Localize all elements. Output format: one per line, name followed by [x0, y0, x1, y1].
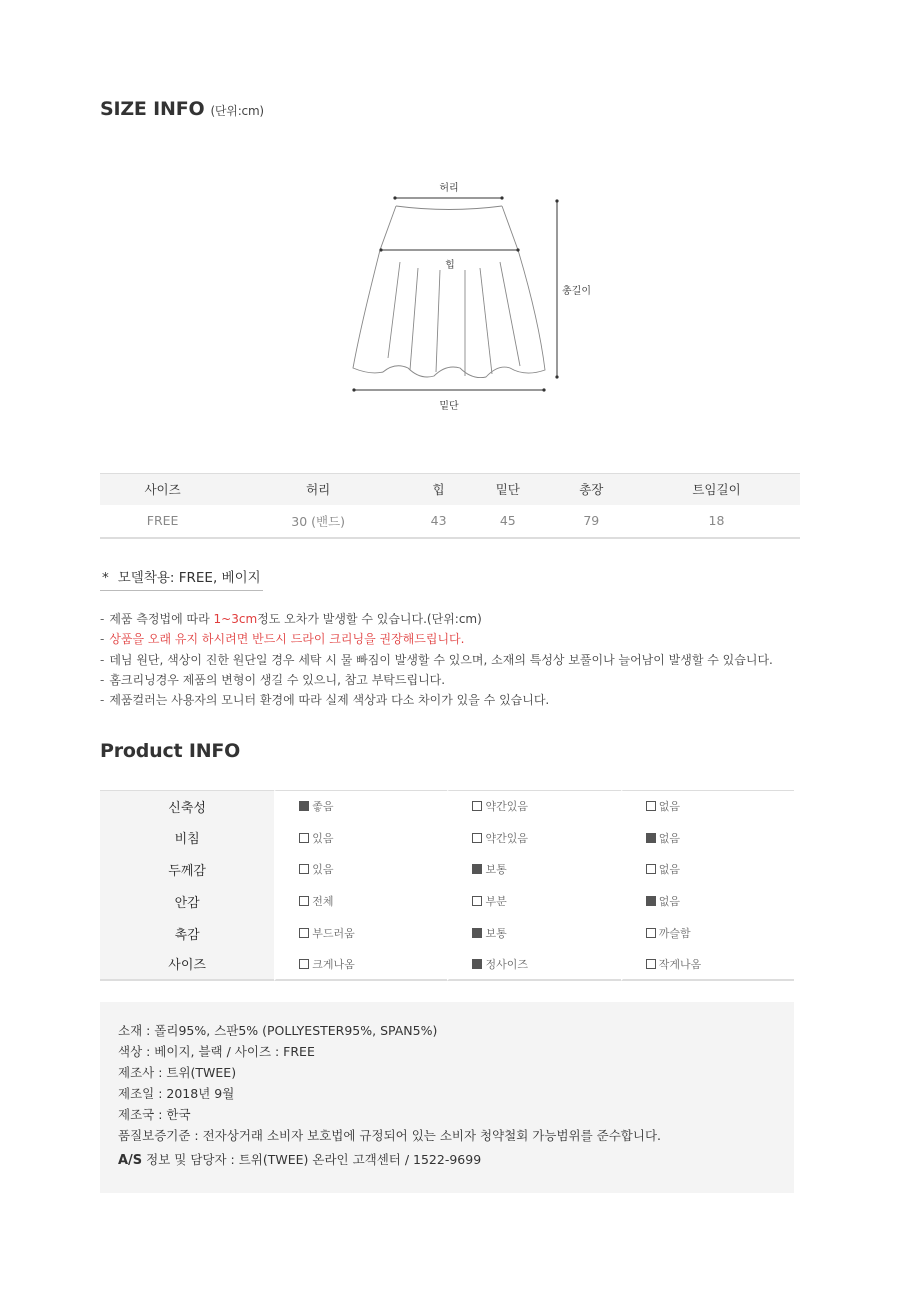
hip-measure: [379, 248, 519, 271]
info-option: [447, 917, 620, 949]
empty-box-icon: [299, 864, 309, 874]
checked-box-icon: [472, 864, 482, 874]
as-text: 정보 및 담당자 : 트위(TWEE) 온라인 고객센터 / 1522-9699: [142, 1152, 482, 1167]
option-label: 부분: [485, 895, 507, 909]
list-item: - 제품 측정법에 따라 1~3cm정도 오차가 발생할 수 있습니다.(단위:cm): [100, 612, 482, 626]
note-text: 홈크리닝경우 제품의 변형이 생길 수 있으니, 참고 부탁드립니다.: [109, 672, 446, 687]
info-label: 안감: [100, 885, 274, 917]
option-label: 부드러움: [312, 927, 355, 941]
table-row: [100, 505, 800, 538]
info-option: [621, 949, 794, 981]
info-label: 비침: [100, 822, 274, 854]
option-label: 없음: [658, 800, 680, 814]
info-option: [447, 822, 620, 854]
empty-box-icon: [646, 959, 656, 969]
info-row-see-through: [100, 822, 794, 854]
option-label: 좋음: [312, 800, 334, 814]
checked-box-icon: [472, 928, 482, 938]
length-label: 총길이: [562, 286, 591, 297]
hem-label: 밑단: [439, 401, 459, 412]
model-note-text: 모델착용: FREE, 베이지: [117, 570, 261, 586]
info-option: [274, 885, 447, 917]
skirt-size-diagram: [340, 170, 610, 420]
option-label: 있음: [312, 831, 334, 845]
info-option: [447, 949, 620, 981]
checked-box-icon: [299, 801, 309, 811]
option-label: 없음: [658, 831, 680, 845]
empty-box-icon: [299, 928, 309, 938]
info-row-texture: [100, 917, 794, 949]
empty-box-icon: [299, 833, 309, 843]
info-row-fit: [100, 949, 794, 981]
option-label: 약간있음: [485, 831, 528, 845]
header-length: 총장: [550, 474, 633, 505]
option-label: 까슬함: [658, 927, 691, 941]
checked-box-icon: [646, 896, 656, 906]
cell-slit-length: 18: [633, 505, 800, 538]
spec-maker: 제조사 : 트위(TWEE): [118, 1065, 237, 1080]
waist-measure: [393, 181, 503, 200]
size-table-header: [100, 474, 800, 505]
notice-list: [100, 609, 773, 710]
info-option: [274, 917, 447, 949]
empty-box-icon: [472, 833, 482, 843]
empty-box-icon: [646, 801, 656, 811]
note-text: 제품 측정법에 따라: [109, 612, 214, 626]
header-size: 사이즈: [100, 474, 225, 505]
spec-as: [118, 1149, 794, 1171]
empty-box-icon: [472, 801, 482, 811]
cell-size: FREE: [100, 505, 225, 538]
empty-box-icon: [472, 896, 482, 906]
model-wearing-note: [100, 566, 263, 591]
note-text: 데님 원단, 색상이 진한 원단일 경우 세탁 시 물 빠짐이 발생할 수 있으며, 소재의 특성상 보풀이나 늘어남이 발생할 수 있습니다.: [109, 652, 773, 667]
size-table: [100, 473, 800, 539]
waist-label: 허리: [439, 183, 459, 194]
list-item: - 홈크리닝경우 제품의 변형이 생길 수 있으니, 참고 부탁드립니다.: [100, 672, 446, 687]
hem-measure: [352, 388, 545, 412]
header-slit-length: 트임길이: [633, 474, 800, 505]
checked-box-icon: [472, 959, 482, 969]
info-row-elasticity: [100, 790, 794, 822]
header-hem: 밑단: [466, 474, 549, 505]
spec-material: 소재 : 폴리95%, 스판5% (POLLYESTER95%, SPAN5%): [118, 1023, 438, 1038]
spec-date: 제조일 : 2018년 9월: [118, 1086, 235, 1101]
info-option: [621, 790, 794, 822]
info-option: [621, 822, 794, 854]
info-row-thickness: [100, 854, 794, 886]
info-option: [274, 790, 447, 822]
spec-warranty: 품질보증기준 : 전자상거래 소비자 보호법에 규정되어 있는 소비자 청약철회 가능범위를 준수합니다.: [118, 1128, 661, 1143]
note-text: 정도 오차가 발생할 수 있습니다.(단위:cm): [257, 612, 482, 626]
skirt-outline: [353, 206, 545, 378]
option-label: 보통: [485, 927, 507, 941]
info-option: [621, 854, 794, 886]
empty-box-icon: [299, 959, 309, 969]
note-text: 제품컬러는 사용자의 모니터 환경에 따라 실제 색상과 다소 차이가 있을 수 있습니다.: [109, 693, 550, 708]
option-label: 보통: [485, 863, 507, 877]
cell-hem: 45: [466, 505, 549, 538]
empty-box-icon: [646, 864, 656, 874]
info-option: [447, 854, 620, 886]
info-option: [447, 885, 620, 917]
size-info-heading: SIZE INFO: [100, 98, 205, 120]
option-label: 정사이즈: [485, 957, 528, 971]
spec-country: 제조국 : 한국: [118, 1107, 191, 1122]
option-label: 없음: [658, 863, 680, 877]
cell-hip: 43: [411, 505, 466, 538]
info-option: [447, 790, 620, 822]
info-label: 두께감: [100, 854, 274, 886]
option-label: 있음: [312, 863, 334, 877]
info-option: [621, 917, 794, 949]
cell-waist: 30 (밴드): [225, 505, 411, 538]
option-label: 없음: [658, 895, 680, 909]
size-info-title: [100, 98, 264, 120]
info-option: [274, 822, 447, 854]
list-item: - 상품을 오래 유지 하시려면 반드시 드라이 크리닝을 권장해드립니다.: [100, 632, 465, 647]
checked-box-icon: [646, 833, 656, 843]
header-hip: 힙: [411, 474, 466, 505]
option-label: 전체: [312, 895, 334, 909]
info-row-lining: [100, 885, 794, 917]
empty-box-icon: [646, 928, 656, 938]
asterisk-icon: *: [102, 570, 109, 586]
length-measure: [555, 199, 591, 378]
unit-label: (단위:cm): [210, 104, 264, 118]
info-label: 촉감: [100, 917, 274, 949]
info-label: 신축성: [100, 790, 274, 822]
option-label: 크게나옴: [312, 957, 355, 971]
spec-color-size: 색상 : 베이지, 블랙 / 사이즈 : FREE: [118, 1044, 315, 1059]
info-option: [274, 854, 447, 886]
option-label: 약간있음: [485, 800, 528, 814]
product-info-title: Product INFO: [100, 740, 241, 762]
option-label: 작게나옴: [658, 957, 702, 971]
info-option: [621, 885, 794, 917]
list-item: - 제품컬러는 사용자의 모니터 환경에 따라 실제 색상과 다소 차이가 있을 수 있습니다.: [100, 693, 550, 708]
cell-length: 79: [550, 505, 633, 538]
note-highlight: 1~3cm: [213, 612, 258, 626]
header-waist: 허리: [225, 474, 411, 505]
hip-label: 힙: [445, 260, 455, 271]
note-text-warning: 상품을 오래 유지 하시려면 반드시 드라이 크리닝을 권장해드립니다.: [109, 632, 465, 647]
product-spec-box: [100, 1002, 794, 1193]
as-label: A/S: [118, 1153, 143, 1168]
empty-box-icon: [299, 896, 309, 906]
list-item: - 데님 원단, 색상이 진한 원단일 경우 세탁 시 물 빠짐이 발생할 수 있으며, 소재의 특성상 보풀이나 늘어남이 발생할 수 있습니다.: [100, 652, 773, 667]
info-option: [274, 949, 447, 981]
product-info-table: [100, 790, 794, 981]
info-label: 사이즈: [100, 949, 274, 981]
